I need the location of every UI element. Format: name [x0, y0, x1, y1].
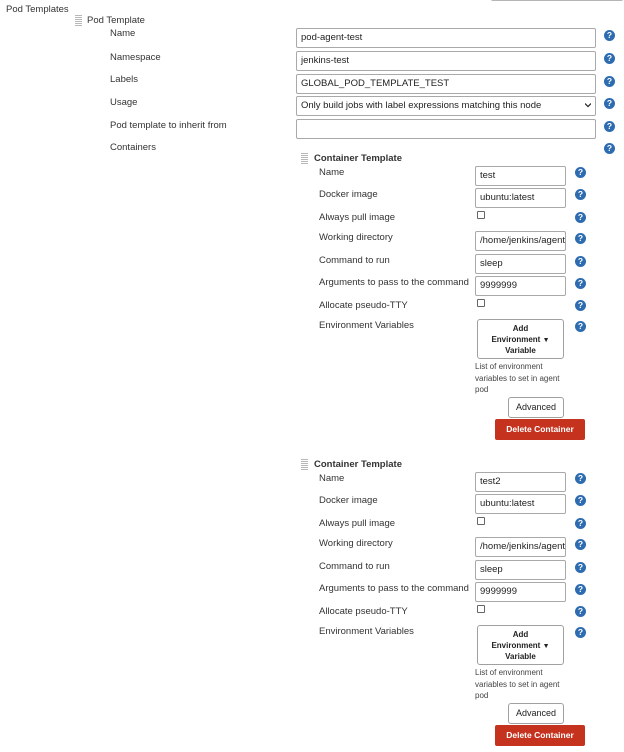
help-icon[interactable]: ?	[575, 278, 586, 289]
command-label: Command to run	[319, 255, 390, 266]
drag-handle-icon[interactable]	[301, 459, 308, 471]
help-icon[interactable]: ?	[604, 121, 615, 132]
docker-image-input[interactable]: ubuntu:latest	[475, 188, 566, 208]
pseudo-tty-checkbox[interactable]	[477, 299, 485, 307]
help-icon[interactable]: ?	[575, 256, 586, 267]
container-name-label: Name	[319, 167, 345, 178]
docker-image-label: Docker image	[319, 189, 378, 200]
always-pull-label: Always pull image	[319, 518, 396, 529]
arguments-label: Arguments to pass to the command	[319, 583, 469, 594]
add-env-line1: Add	[512, 324, 529, 333]
env-vars-hint: List of environment variables to set in agent pod	[475, 668, 560, 700]
advanced-button[interactable]: Advanced	[508, 397, 564, 418]
arguments-label: Arguments to pass to the command	[319, 277, 469, 288]
arguments-input[interactable]: 9999999	[475, 582, 566, 602]
caret-down-icon: ▼	[542, 642, 550, 650]
container-name-input[interactable]: test	[475, 166, 566, 186]
drag-handle-icon[interactable]	[301, 153, 308, 165]
help-icon[interactable]: ?	[575, 606, 586, 617]
help-icon[interactable]: ?	[575, 189, 586, 200]
help-icon[interactable]: ?	[575, 584, 586, 595]
command-input[interactable]: sleep	[475, 560, 566, 580]
help-icon[interactable]: ?	[575, 233, 586, 244]
namespace-label: Namespace	[110, 52, 161, 63]
caret-down-icon: ▼	[542, 336, 550, 344]
advanced-button[interactable]: Advanced	[508, 703, 564, 724]
section-title: Pod Templates	[6, 4, 69, 15]
help-icon[interactable]: ?	[575, 539, 586, 550]
container-name-input[interactable]: test2	[475, 472, 566, 492]
command-input[interactable]: sleep	[475, 254, 566, 274]
always-pull-label: Always pull image	[319, 212, 396, 223]
add-env-variable-button[interactable]	[477, 319, 564, 359]
pseudo-tty-checkbox[interactable]	[477, 605, 485, 613]
containers-label: Containers	[110, 142, 156, 153]
container-template-title: Container Template	[314, 153, 402, 164]
namespace-input[interactable]: jenkins-test	[296, 51, 596, 71]
add-env-line2: Environment	[491, 640, 541, 650]
working-directory-label: Working directory	[319, 232, 393, 243]
top-cutoff-button[interactable]	[490, 0, 624, 1]
always-pull-checkbox[interactable]	[477, 517, 485, 525]
add-env-variable-button[interactable]	[477, 625, 564, 665]
always-pull-checkbox[interactable]	[477, 211, 485, 219]
labels-label: Labels	[110, 74, 138, 85]
add-env-line2: Environment	[491, 334, 541, 344]
chevron-down-icon	[585, 102, 591, 108]
env-vars-label: Environment Variables	[319, 626, 414, 637]
add-env-line1: Add	[512, 630, 529, 639]
env-vars-hint: List of environment variables to set in agent pod	[475, 362, 560, 394]
working-directory-input[interactable]: /home/jenkins/agent	[475, 231, 566, 251]
arguments-input[interactable]: 9999999	[475, 276, 566, 296]
env-vars-label: Environment Variables	[319, 320, 414, 331]
delete-container-button[interactable]: Delete Container	[495, 419, 585, 440]
help-icon[interactable]: ?	[604, 53, 615, 64]
working-directory-label: Working directory	[319, 538, 393, 549]
labels-input[interactable]: GLOBAL_POD_TEMPLATE_TEST	[296, 74, 596, 94]
help-icon[interactable]: ?	[575, 518, 586, 529]
name-label: Name	[110, 28, 136, 39]
help-icon[interactable]: ?	[604, 76, 615, 87]
working-directory-input[interactable]: /home/jenkins/agent	[475, 537, 566, 557]
help-icon[interactable]: ?	[575, 167, 586, 178]
help-icon[interactable]: ?	[575, 321, 586, 332]
pod-template-title: Pod Template	[87, 15, 145, 26]
help-icon[interactable]: ?	[604, 30, 615, 41]
inherit-label: Pod template to inherit from	[110, 120, 227, 131]
add-env-line3: Variable	[505, 652, 536, 661]
usage-select[interactable]	[296, 96, 596, 116]
pseudo-tty-label: Allocate pseudo-TTY	[319, 300, 408, 311]
help-icon[interactable]: ?	[575, 212, 586, 223]
command-label: Command to run	[319, 561, 390, 572]
add-env-line3: Variable	[505, 346, 536, 355]
usage-label: Usage	[110, 97, 138, 108]
pod-name-input[interactable]: pod-agent-test	[296, 28, 596, 48]
container-name-label: Name	[319, 473, 345, 484]
inherit-input[interactable]	[296, 119, 596, 139]
help-icon[interactable]: ?	[604, 143, 615, 154]
docker-image-input[interactable]: ubuntu:latest	[475, 494, 566, 514]
help-icon[interactable]: ?	[575, 495, 586, 506]
pseudo-tty-label: Allocate pseudo-TTY	[319, 606, 408, 617]
usage-select-value: Only build jobs with label expressions matching this node	[301, 100, 542, 111]
help-icon[interactable]: ?	[575, 473, 586, 484]
container-template-title: Container Template	[314, 459, 402, 470]
drag-handle-icon[interactable]	[75, 15, 82, 27]
help-icon[interactable]: ?	[575, 300, 586, 311]
help-icon[interactable]: ?	[604, 98, 615, 109]
help-icon[interactable]: ?	[575, 562, 586, 573]
help-icon[interactable]: ?	[575, 627, 586, 638]
docker-image-label: Docker image	[319, 495, 378, 506]
delete-container-button[interactable]: Delete Container	[495, 725, 585, 746]
